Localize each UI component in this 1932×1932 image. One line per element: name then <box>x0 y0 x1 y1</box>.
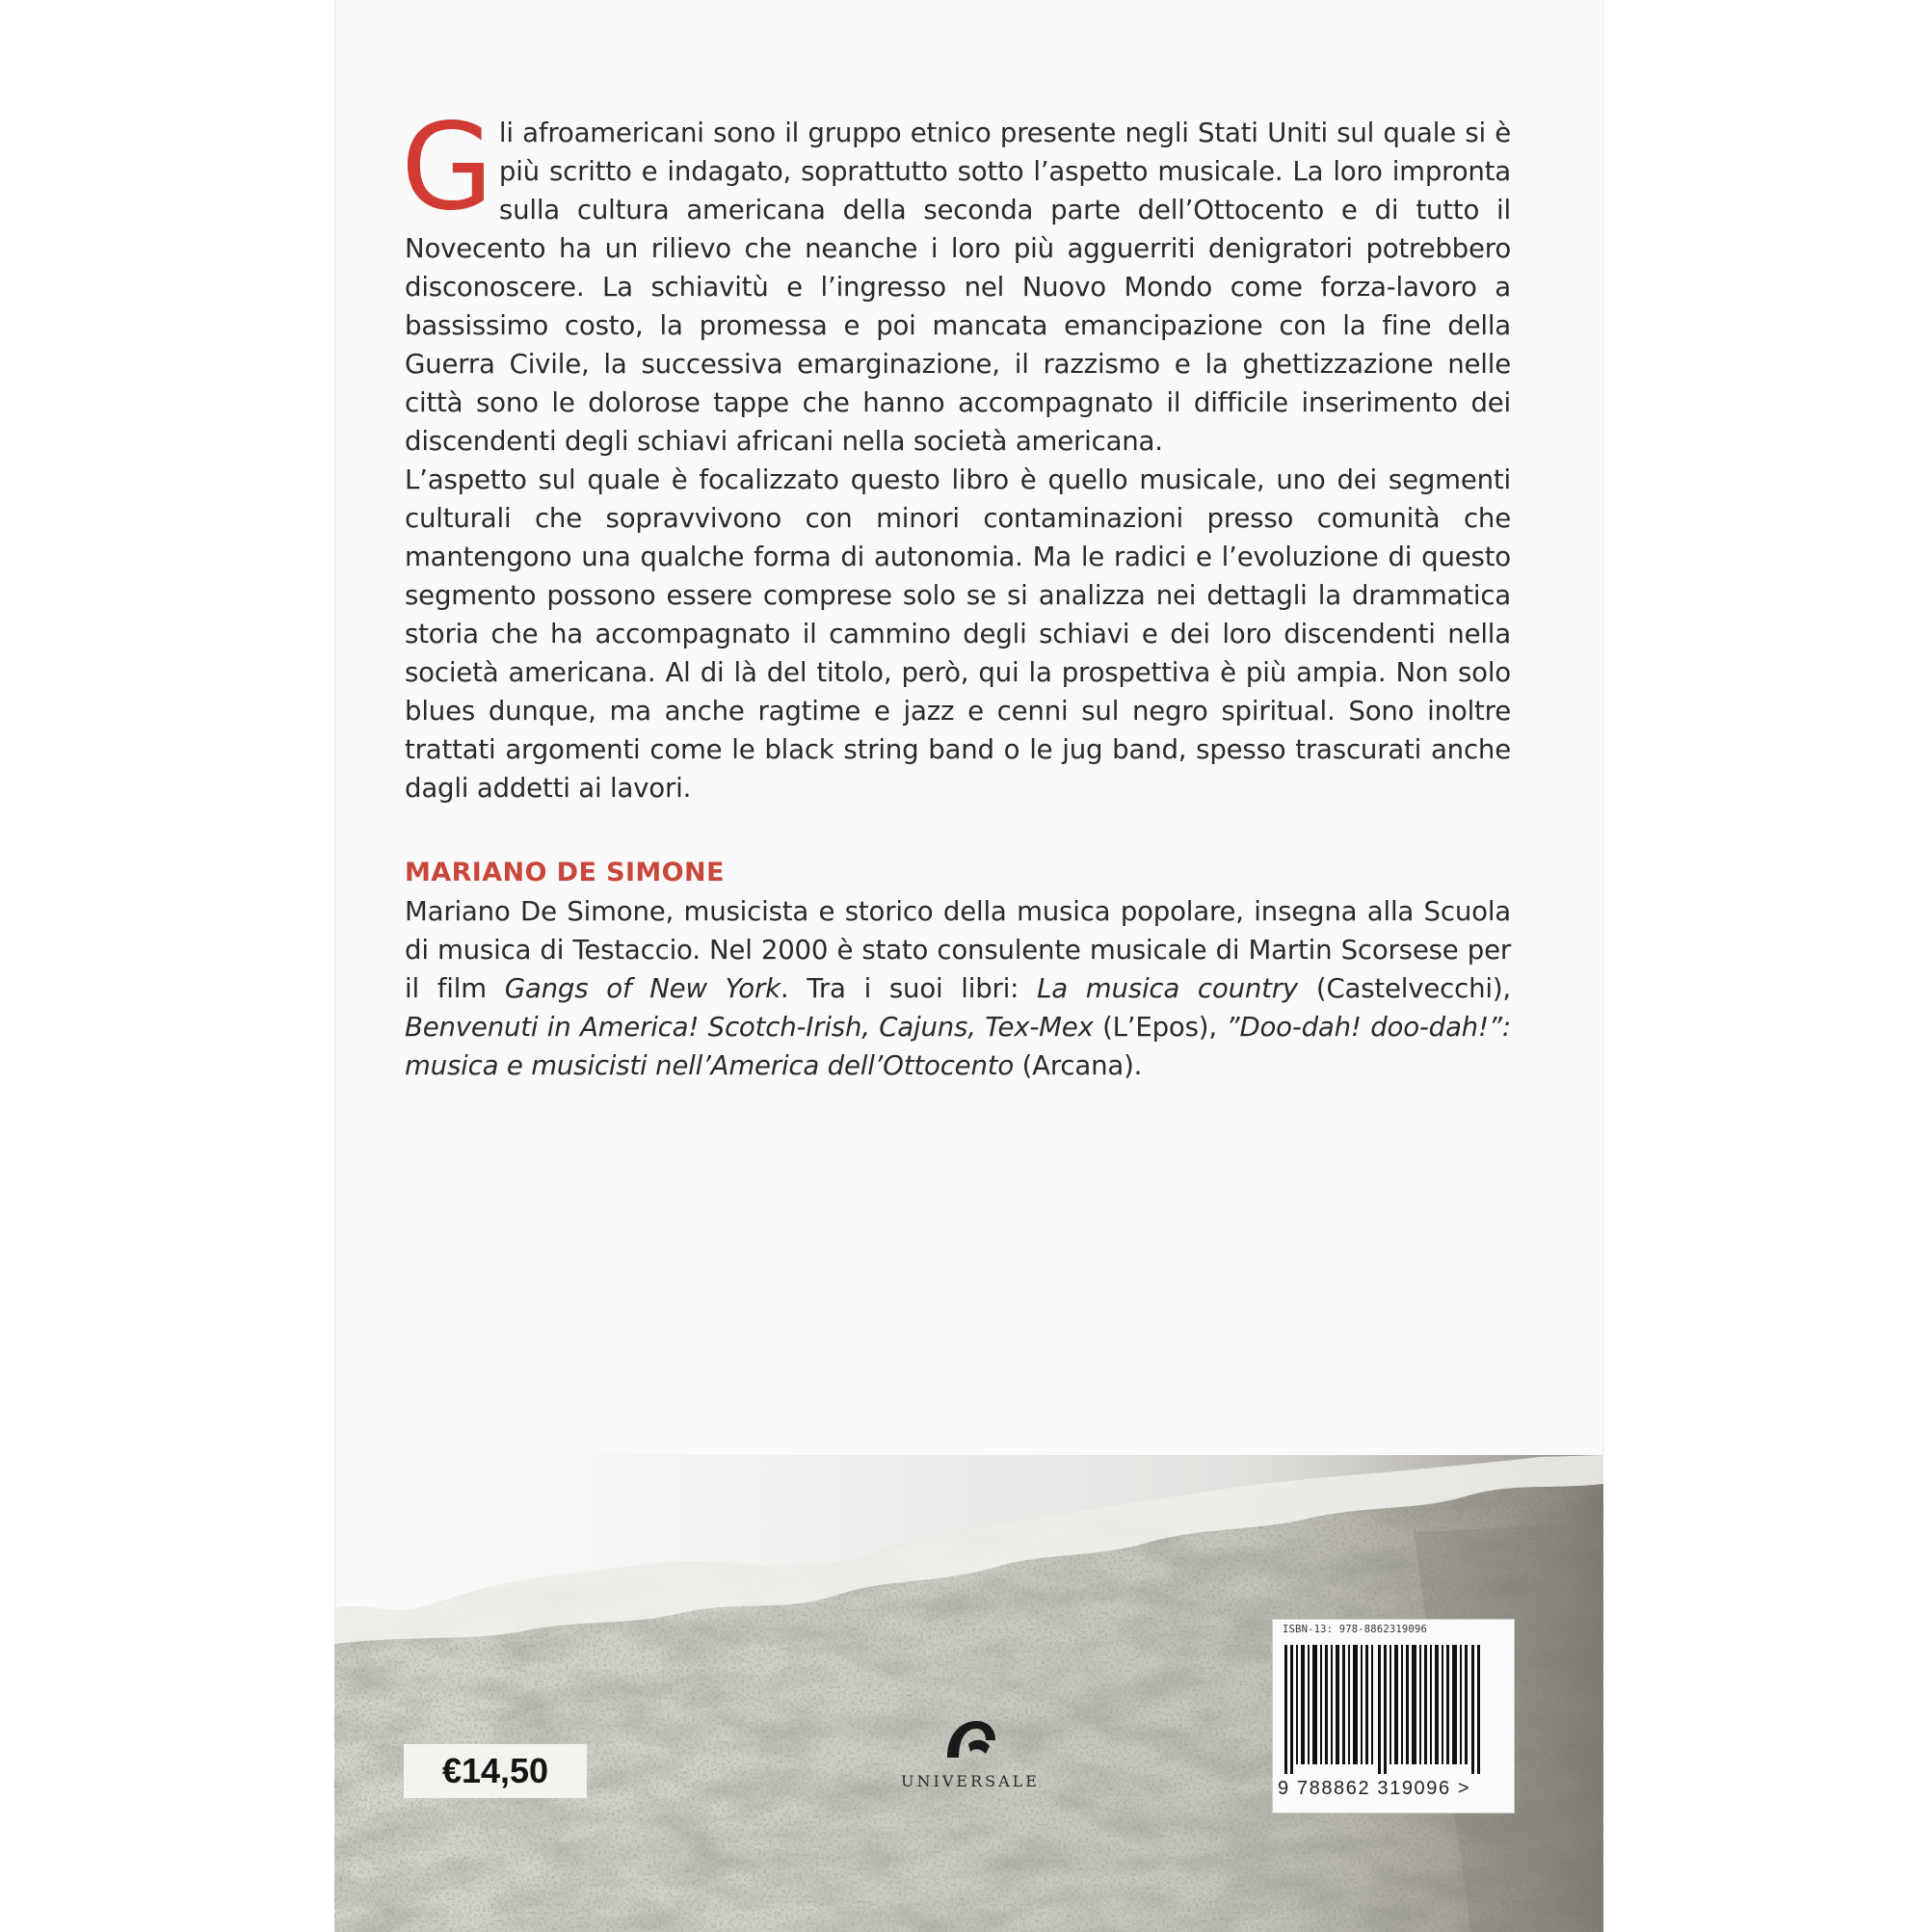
bio-book-title-3: ”Doo-dah! doo-dah!”: musica e musicisti nell’America dell’Ottocento <box>405 1011 1511 1081</box>
author-heading: MARIANO DE SIMONE <box>405 858 725 887</box>
blurb-paragraph-2: L’aspetto sul quale è focalizzato questo libro è quello musicale, uno dei segmenti culturali che sopravvivono con minori contaminazioni presso comunità che mantengono una qualche forma di autonomia. Ma le radici e l’evoluzione di questo segmento possono essere comprese solo se si analizza nei dettagli la drammatica storia che ha accompagnato il cammino degli schiavi e dei loro discendenti nella società americana. Al di là del titolo, però, qui la prospettiva è più ampia. Non solo blues dunque, ma anche ragtime e jazz e cenni sul negro spiritual. Sono inoltre trattati argomenti come le black string band o le jug band, spesso trascurati anche dagli addetti ai lavori. <box>405 463 1511 804</box>
author-bio <box>405 892 1511 1085</box>
isbn-text: ISBN-13: 978-8862319096 <box>1283 1624 1427 1635</box>
barcode-label <box>1272 1619 1515 1813</box>
barcode-digits: 9 788862 319096 > <box>1278 1778 1471 1799</box>
blurb-intro-text: li afroamericani sono il gruppo etnico presente negli Stati Uniti sul quale si è più scritto e indagato, soprattutto sotto l’aspetto musicale. La loro impronta sulla cultura americana della seconda parte dell’Ottocento e di tutto il Novecento ha un rilievo che neanche i loro più agguerriti denigratori potrebbero disconoscere. La schiavitù e l’ingresso nel Nuovo Mondo come forza-lavoro a bassissimo costo, la promessa e poi mancata emancipazione con la fine della Guerra Civile, la successiva emarginazione, il razzismo e la ghettizzazione nelle città sono le dolorose tappe che hanno accompagnato il difficile inserimento dei discendenti degli schiavi africani nella società americana. <box>405 117 1511 457</box>
barcode-icon <box>1283 1645 1495 1774</box>
bio-book-title-2: Benvenuti in America! Scotch-Irish, Cajuns, Tex-Mex <box>405 1011 1094 1043</box>
bio-text-4: (L’Epos), <box>1093 1011 1227 1043</box>
publisher-logo-text: UNIVERSALE <box>901 1772 1040 1790</box>
publisher-logo <box>874 1715 1067 1812</box>
bio-text-1: Mariano De Simone, musicista e storico della musica popolare, insegna alla Scuola di musica di Testaccio. Nel 2000 è stato consulente musicale di Martin Scorsese per il film <box>405 895 1511 1004</box>
bio-book-title-1: La musica country <box>1037 972 1299 1004</box>
drop-cap: G <box>401 98 493 237</box>
bio-text-2: . Tra i suoi libri: <box>780 972 1038 1004</box>
publisher-logo-icon <box>941 1715 999 1763</box>
back-cover <box>334 0 1603 1932</box>
blurb-paragraph-1 <box>401 98 1511 461</box>
cover-text <box>401 98 1511 1085</box>
bio-film-title: Gangs of New York <box>504 972 781 1004</box>
bio-text-3: (Castelvecchi), <box>1298 972 1511 1004</box>
price-label: €14,50 <box>404 1744 587 1798</box>
bio-text-5: (Arcana). <box>1014 1049 1143 1081</box>
